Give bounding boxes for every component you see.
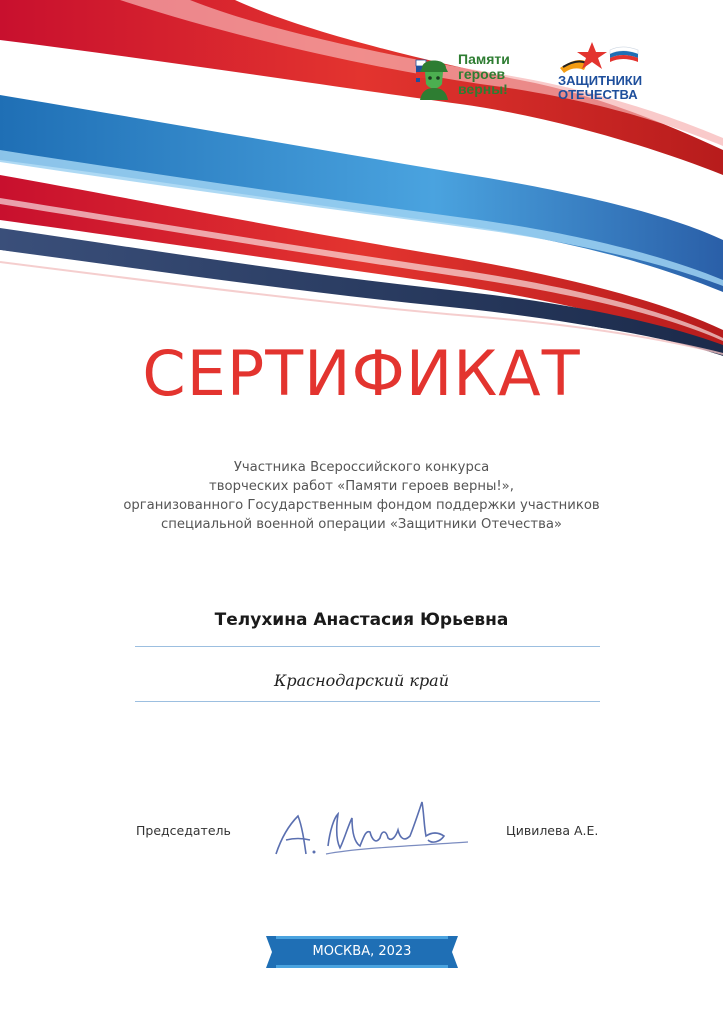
pamyati-logo-line-2: героев	[458, 66, 506, 82]
description-line-4: специальной военной операции «Защитники Отечества»	[161, 517, 562, 532]
chairman-role-label: Председатель	[136, 823, 231, 838]
chairman-name: Цивилева А.Е.	[506, 823, 599, 838]
description-line-2: творческих работ «Памяти героев верны!»,	[209, 479, 514, 494]
zashchitniki-logo-line-1: ЗАЩИТНИКИ	[558, 73, 643, 88]
recipient-underline	[135, 646, 600, 647]
pamyati-logo-line-3: верны!	[458, 81, 508, 97]
certificate-description	[0, 458, 723, 534]
star-ribbon-icon	[558, 40, 648, 74]
recipient-name: Телухина Анастасия Юрьевна	[214, 610, 509, 630]
pamyati-logo-line-1: Памяти	[458, 51, 510, 67]
certificate-title: СЕРТИФИКАТ	[142, 337, 581, 410]
region-underline	[135, 701, 600, 702]
soldier-emblem-icon	[412, 52, 456, 102]
zashchitniki-otechestva-logo	[558, 40, 688, 102]
pamyati-geroev-logo	[412, 50, 530, 102]
recipient-region: Краснодарский край	[273, 671, 450, 690]
footer-ribbon	[266, 936, 458, 968]
description-line-1: Участника Всероссийского конкурса	[233, 460, 490, 475]
zashchitniki-logo-line-2: ОТЕЧЕСТВА	[558, 87, 638, 102]
footer-place-year: МОСКВА, 2023	[312, 944, 412, 959]
description-line-3: организованного Государственным фондом поддержки участников	[123, 498, 600, 513]
handwritten-signature	[268, 796, 478, 866]
